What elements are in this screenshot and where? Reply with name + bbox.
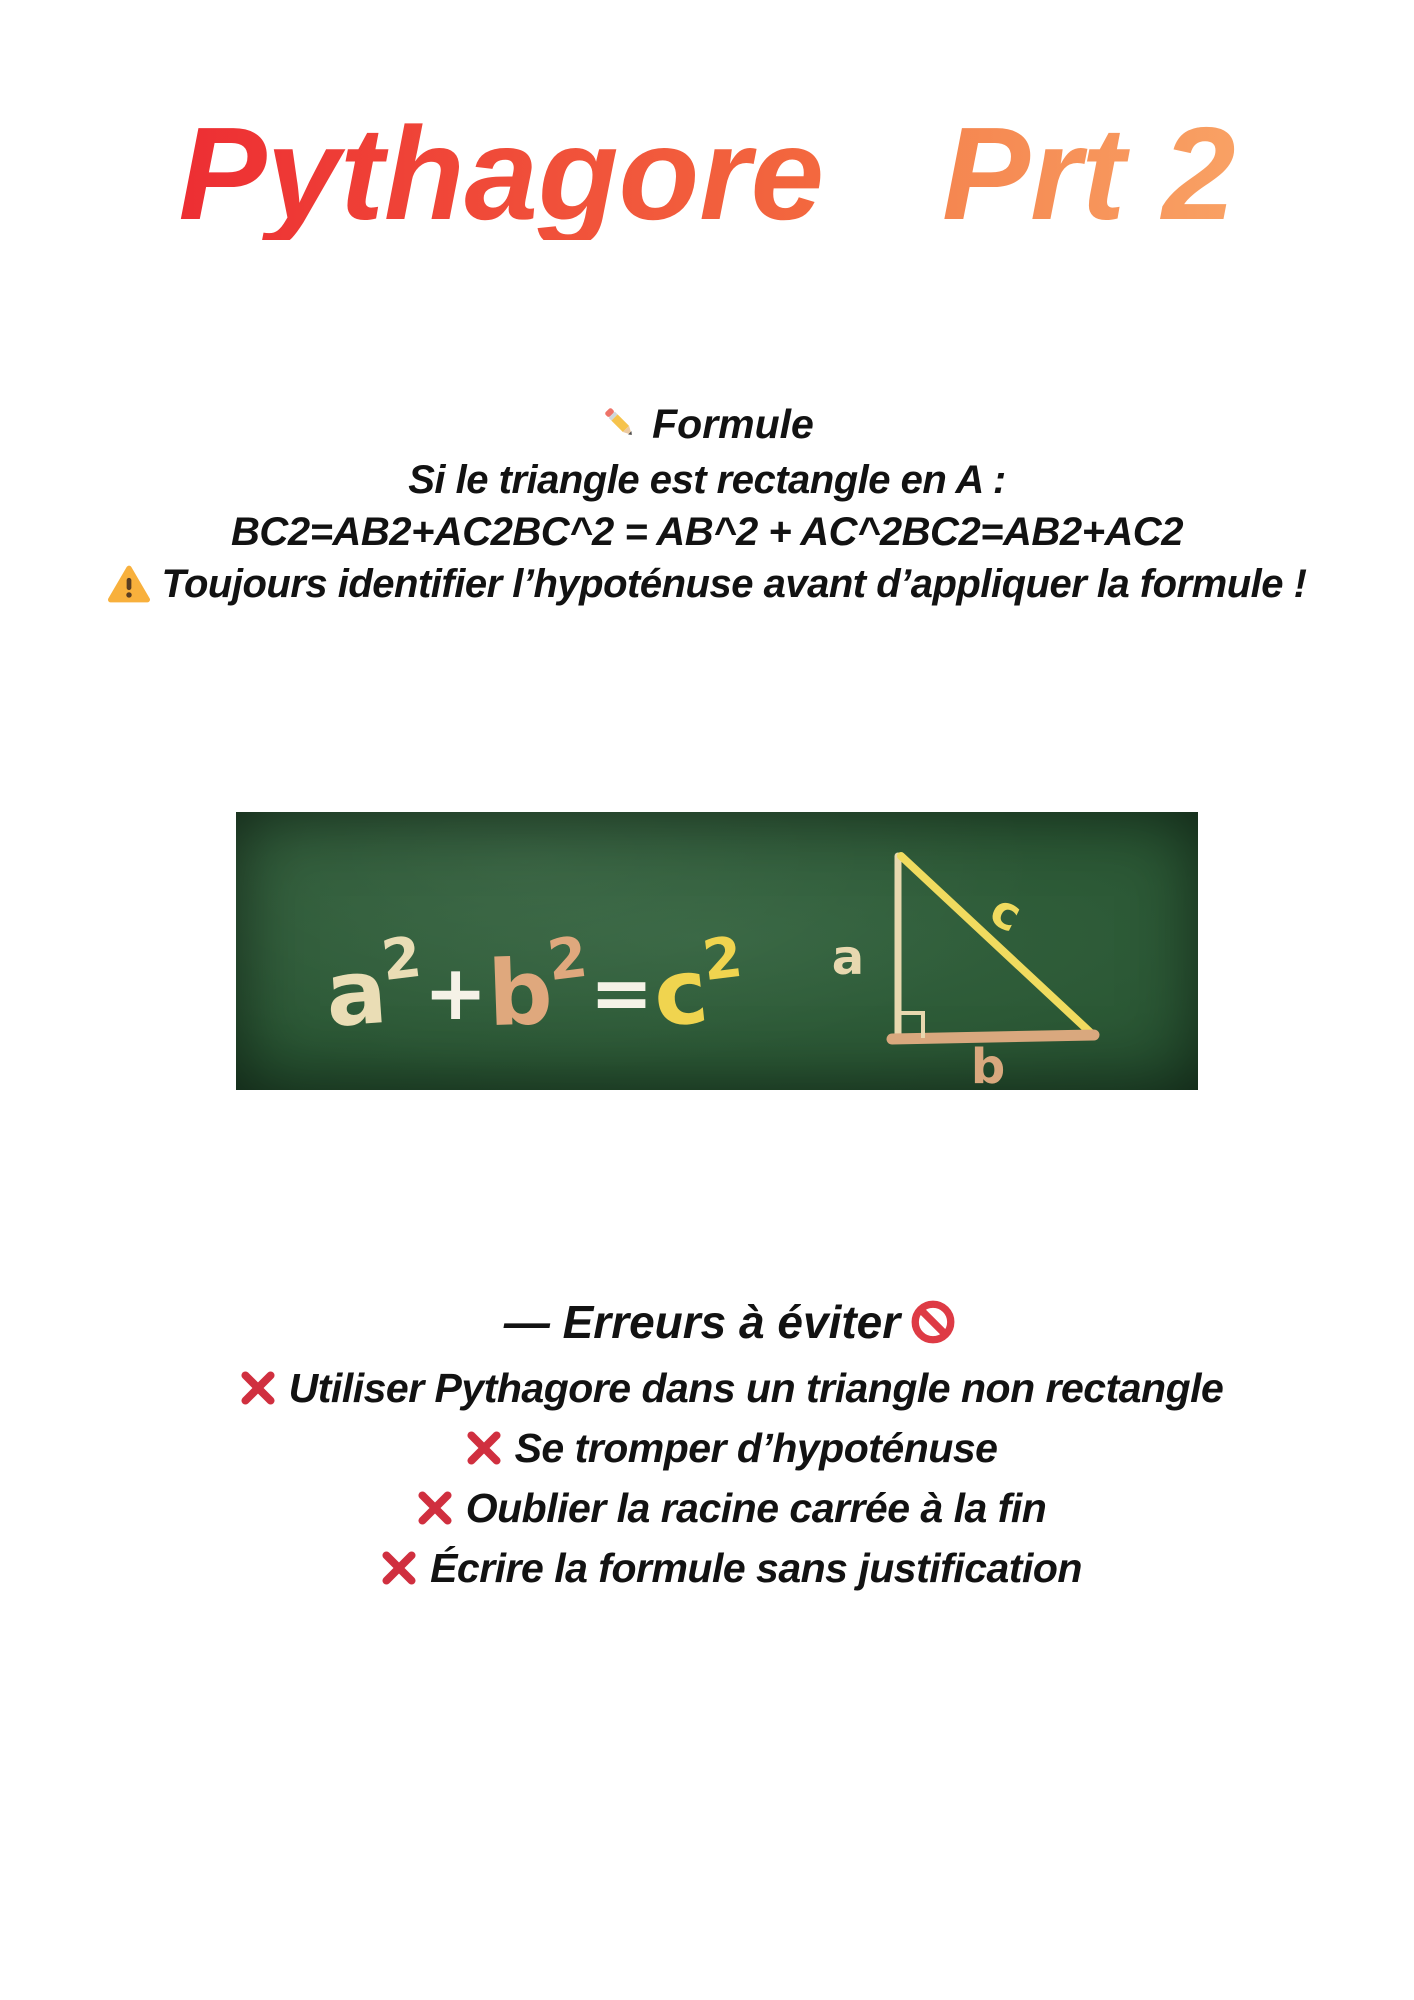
errors-heading: — Erreurs à éviter xyxy=(503,1296,901,1348)
chalkboard-image xyxy=(236,812,1198,1090)
formula-warning-text: Toujours identifier l’hypoténuse avant d’appliquer la formule ! xyxy=(161,562,1307,606)
right-triangle-figure xyxy=(236,812,1198,1090)
warning-icon xyxy=(108,564,150,604)
no-entry-icon xyxy=(910,1299,956,1345)
formula-section xyxy=(0,400,1414,610)
error-item-text: Se tromper d’hypoténuse xyxy=(514,1425,998,1471)
triangle-label-b: b xyxy=(970,1039,1006,1090)
errors-section xyxy=(23,1296,1414,1598)
pencil-icon xyxy=(600,403,642,445)
error-item-text: Utiliser Pythagore dans un triangle non rectangle xyxy=(288,1365,1224,1411)
errors-heading-row xyxy=(23,1296,1414,1348)
error-item xyxy=(23,1478,1414,1538)
error-item-text: Oublier la racine carrée à la fin xyxy=(465,1485,1047,1531)
triangle-label-c: c xyxy=(982,882,1031,943)
formula-warning-row xyxy=(0,558,1414,610)
eq-b-sup: 2 xyxy=(544,924,589,995)
page-title xyxy=(0,100,1414,247)
eq-plus: + xyxy=(423,948,486,1037)
error-item xyxy=(23,1358,1414,1418)
eq-equals: = xyxy=(589,948,652,1037)
formula-heading: Formule xyxy=(652,401,814,447)
error-item-text: Écrire la formule sans justification xyxy=(430,1545,1082,1591)
title-pythagore: Pythagore xyxy=(178,100,825,247)
formula-heading-row xyxy=(0,400,1414,448)
eq-a-sup: 2 xyxy=(377,924,423,995)
x-icon xyxy=(463,1427,505,1469)
x-icon xyxy=(378,1547,420,1589)
eq-b: b xyxy=(486,939,553,1048)
error-item xyxy=(23,1418,1414,1478)
error-item xyxy=(23,1538,1414,1598)
eq-c: c xyxy=(649,938,712,1049)
formula-equation-line: BC2=AB2+AC2BC^2 = AB^2 + AC^2BC2=AB2+AC2 xyxy=(231,510,1183,554)
title-prt2: Prt 2 xyxy=(942,100,1236,247)
x-icon xyxy=(414,1487,456,1529)
triangle-hypotenuse-line xyxy=(901,856,1092,1034)
eq-a: a xyxy=(322,939,389,1048)
formula-condition-line: Si le triangle est rectangle en A : xyxy=(408,458,1006,502)
x-icon xyxy=(237,1367,279,1409)
triangle-label-a: a xyxy=(831,930,865,986)
eq-c-sup: 2 xyxy=(699,924,744,995)
